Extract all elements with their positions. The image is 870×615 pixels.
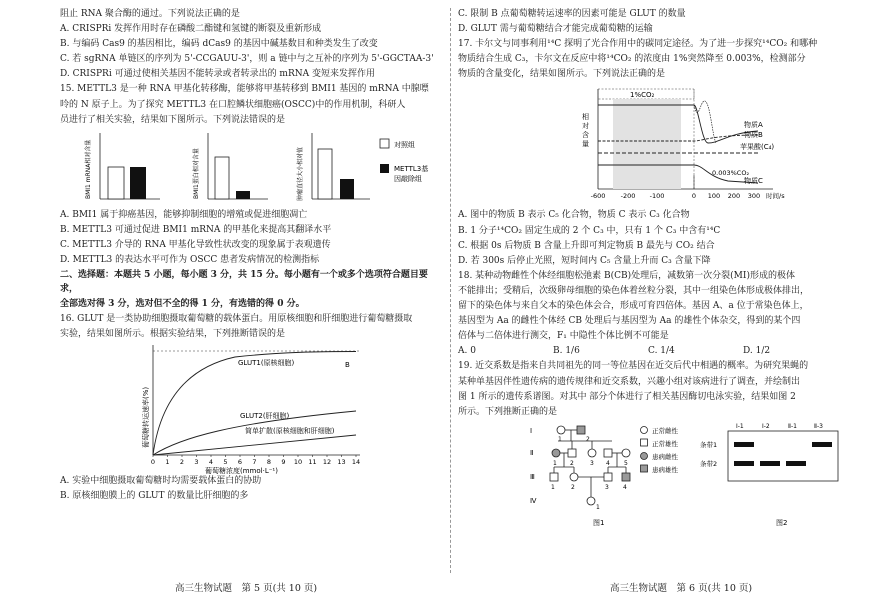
q15-stem-line: 员进行了相关实验，结果如下图所示。下列说法错误的是	[60, 114, 286, 125]
q14-option-a: A. CRISPRi 发挥作用时存在磷酸二酯键和氢键的断裂及重新形成	[60, 24, 322, 35]
q14-stem-tail: 阻止 RNA 聚合酶的通过。下列说法正确的是	[60, 9, 240, 19]
gel-lane-label: Ⅱ-1	[788, 422, 797, 430]
legend-knockout-swatch	[380, 164, 389, 173]
q16-x-ticks	[151, 455, 360, 466]
q19-stem-line: 所示。下列推断正确的是	[458, 406, 558, 417]
legend-affected-male-icon	[641, 465, 648, 472]
q17-xunit: 时间/s	[766, 192, 785, 201]
q16-stem-line: 16. GLUT 是一类协助细胞摄取葡萄糖的载体蛋白。用原核细胞和肝细胞进行葡萄糖摄取	[60, 313, 413, 324]
q16-x-tick: 14	[351, 458, 361, 466]
q16-option-d: D. GLUT 需与葡萄糖结合才能完成葡萄糖的运输	[458, 24, 653, 35]
gel-band-label: 条带1	[700, 440, 718, 449]
q17-xtick-5: 200	[727, 192, 741, 201]
pedigree-num: 4	[606, 459, 610, 467]
pedigree-num: 1	[551, 483, 555, 491]
q16-x-tick: 1	[165, 458, 170, 466]
q15-bar-charts	[60, 129, 445, 209]
section-2-header	[60, 269, 445, 311]
pedigree-num: 1	[596, 503, 600, 511]
gel-caption: 图2	[776, 518, 788, 527]
legend-knockout-label: METTL3基	[394, 164, 429, 173]
q18-stem-line: 18. 某种动物雌性个体经细胞松弛素 B(CB)处理后，减数第一次分裂(MⅠ)形成的极体	[458, 270, 795, 281]
q15-option-d: D. METTL3 的表达水平可作为 OSCC 患者发病情况的检测指标	[60, 255, 320, 266]
gel-band	[786, 461, 806, 466]
legend-normal-female-icon	[641, 426, 648, 433]
q18-options	[458, 345, 843, 359]
q17-curve-a-peak	[694, 101, 716, 143]
q15-option-a: A. BMI1 属于抑癌基因，能够抑制细胞的增殖或促进细胞凋亡	[60, 209, 308, 220]
q16-x-tick: 13	[337, 458, 346, 466]
gel-band-label: 条带2	[700, 459, 718, 468]
q16-curve3-label: 简单扩散(原核细胞和肝细胞)	[245, 427, 335, 435]
q17-options	[458, 209, 843, 268]
q15-option-c: C. METTL3 介导的 RNA 甲基化导致性状改变的现象属于表观遗传	[60, 239, 331, 250]
q16-option-a: A. 实验中细胞摄取葡萄糖时均需要载体蛋白的协助	[60, 476, 262, 486]
pedigree-num: 2	[586, 435, 590, 443]
q16-x-tick: 8	[266, 458, 272, 466]
pedigree-iii2	[570, 473, 578, 481]
pedigree-iii4	[622, 473, 630, 481]
q17-stem-line: 17. 卡尔文与同事利用¹⁴C 探明了光合作用中的碳同定途径。为了进一步探究¹⁴CO₂ 和哪种	[458, 39, 818, 50]
gel-band	[812, 442, 832, 447]
q16-x-tick: 4	[208, 458, 214, 466]
q17-option-d: D. 若 300s 后停止光照，短时间内 C₅ 含量上升而 C₃ 含量下降	[458, 255, 711, 266]
q17-shaded-region	[613, 99, 681, 189]
question-19	[458, 360, 843, 419]
column-divider	[450, 8, 451, 573]
pedigree-num: 2	[570, 459, 574, 467]
q15-stem-line: 15. METTL3 是一种 RNA 甲基化转移酶，能够将甲基转移到 BMI1 基因的 mRNA 中腺嘌	[60, 84, 429, 95]
q16-option-b: B. 原核细胞膜上的 GLUT 的数量比肝细胞的多	[60, 491, 249, 502]
q18-stem-line: 倍体与二倍体进行测交，F₁ 中隐性个体比例不可能是	[458, 331, 669, 342]
q17-option-a: A. 图中的物质 B 表示 C₅ 化合物，物质 C 表示 C₃ 化合物	[458, 210, 690, 221]
q18-stem-line: 基因型为 Aa 的雌性个体经 CB 处理后与基因型为 Aa 的雄性个体杂交，得到的某个四	[458, 316, 801, 327]
pedigree-ii1	[552, 449, 560, 457]
gen-label-4: Ⅳ	[530, 496, 537, 505]
legend-control-label: 对照组	[394, 140, 415, 149]
q17-xtick-4: 100	[707, 192, 721, 201]
pedigree-num: 3	[605, 483, 609, 491]
gel-frame	[728, 431, 838, 481]
legend-normal-male-icon	[641, 439, 648, 446]
q15-option-b: B. METTL3 可通过促进 BMI1 mRNA 的甲基化来提高其翻译水平	[60, 224, 332, 235]
pedigree-ii2	[568, 449, 576, 457]
q16-options-left	[60, 475, 445, 504]
legend-affected-male: 患病雄性	[652, 465, 678, 474]
q16-stem-line: 实验，结果如图所示。根据实验结果，下列推断错误的是	[60, 328, 286, 339]
q15-c2-control-bar	[215, 157, 229, 199]
pedigree-num: 1	[558, 435, 562, 443]
q18-option-b: B. 1/6	[553, 346, 580, 357]
q17-co2-chart	[458, 83, 843, 209]
pedigree-num: 5	[624, 459, 628, 467]
q19-stem-line: 19. 近交系数是指来自共同祖先的同一等位基因在近交后代中相遇的概率。为研究果蝇的	[458, 361, 809, 372]
q17-ylabel-1: 相	[582, 113, 589, 122]
gel-band	[734, 461, 754, 466]
q15-c2-knockout-bar	[236, 191, 250, 199]
q17-series-c: 物质C	[744, 177, 763, 186]
question-16	[60, 313, 445, 342]
q16-curve2-label: GLUT2(肝细胞)	[240, 412, 290, 420]
pedigree-iii3	[604, 473, 612, 481]
gel-band	[734, 442, 754, 447]
pedigree-iv1	[587, 497, 595, 505]
pedigree-num: 2	[571, 483, 575, 491]
q16-ylabel: 葡萄糖转运速率(%)	[142, 386, 150, 448]
gen-label-2: Ⅱ	[530, 448, 534, 457]
q17-stem-line: 物质结合生成 C₃，卡尔文在反应中将¹⁴CO₂ 的浓度由 1%突然降至 0.003%，检测部分	[458, 54, 806, 65]
q17-top-label: 1%CO₂	[630, 91, 655, 100]
q16-options-right	[458, 8, 843, 37]
q17-option-c: C. 根据 0s 后物质 B 含量上升即可判定物质 B 最先与 CO₂ 结合	[458, 240, 715, 251]
legend-normal-female: 正常雌性	[652, 426, 678, 435]
pedigree-num: 1	[553, 459, 557, 467]
q17-series-a: 物质A	[744, 121, 763, 130]
q18-option-d: D. 1/2	[743, 346, 771, 357]
page-footer-right: 高三生物试题 第 6 页(共 10 页)	[610, 583, 753, 594]
pedigree-caption: 图1	[593, 518, 605, 527]
pedigree-num: 3	[590, 459, 594, 467]
q17-xtick-3: 0	[691, 192, 697, 201]
q18-option-c: C. 1/4	[648, 346, 675, 357]
pedigree-ii3	[588, 449, 596, 457]
q15-stem-line: 呤的 N 原子上。为了探究 METTL3 在口腔鳞状细胞癌(OSCC)中的作用机制，科研人	[60, 99, 406, 110]
q18-option-a: A. 0	[458, 346, 476, 357]
gen-label-3: Ⅲ	[530, 472, 535, 481]
question-17	[458, 38, 843, 82]
pedigree-i2	[577, 426, 585, 434]
q17-ylabel-2: 对	[582, 122, 589, 131]
right-column	[458, 8, 843, 531]
q17-ylabel-3: 含	[582, 131, 589, 140]
q17-xtick-0: -600	[590, 192, 606, 201]
gel-band	[760, 461, 780, 466]
legend-knockout-label-2: 因敲除组	[394, 174, 422, 183]
q19-stem-line: 图 1 所示的遗传系谱图。对其中 部分个体进行了相关基因酶切电泳实验，结果如图 2	[458, 391, 796, 402]
q17-xtick-2: -100	[649, 192, 665, 201]
gel-lane-label: Ⅱ-3	[814, 422, 823, 430]
question-15	[60, 83, 445, 127]
q16-x-tick: 0	[150, 458, 156, 466]
q17-xtick-6: 300	[747, 192, 761, 201]
gen-label-1: Ⅰ	[530, 426, 533, 435]
q15-ylabel-1: BMI1 mRNA相对含量	[85, 139, 92, 199]
left-column	[60, 8, 445, 505]
legend-affected-female: 患病雌性	[652, 452, 678, 461]
q17-option-b: B. 1 分子¹⁴CO₂ 固定生成的 2 个 C₃ 中，只有 1 个 C₃ 中含有¹⁴C	[458, 225, 721, 236]
q15-c3-knockout-bar	[340, 179, 354, 199]
q16-x-tick: 5	[223, 458, 228, 466]
question-14-tail	[60, 8, 445, 82]
q17-bottom-label: 0.003%CO₂	[712, 169, 750, 178]
q16-x-tick: 7	[252, 458, 257, 466]
gel-lane-label: Ⅰ-1	[736, 422, 744, 430]
question-18	[458, 270, 843, 359]
q16-xlabel: 葡萄糖浓度(mmol·L⁻¹)	[205, 467, 278, 475]
q19-figures	[458, 421, 843, 531]
q17-series-b: 物质B	[744, 131, 763, 140]
pedigree-num: 4	[623, 483, 627, 491]
q16-curve-glut1	[153, 352, 356, 456]
q17-stem-line: 物质的含量变化，结果如图所示。下列说法正确的是	[458, 69, 666, 80]
q15-c3-control-bar	[318, 149, 332, 199]
legend-control-swatch	[380, 139, 389, 148]
legend-normal-male: 正常雄性	[652, 439, 678, 448]
q17-xtick-1: -200	[620, 192, 636, 201]
pedigree-ii4	[604, 449, 612, 457]
q14-option-c: C. 若 sgRNA 单链区的序列为 5'-CCGAUU-3'，则 a 链中与之互补的序列为 5'-GGCTAA-3'	[60, 54, 434, 65]
q15-c1-control-bar	[108, 167, 124, 199]
section-2-line: 全部选对得 3 分，选对但不全的得 1 分，有选错的得 0 分。	[60, 298, 305, 309]
q16-option-c: C. 限制 B 点葡萄糖转运速率的因素可能是 GLUT 的数量	[458, 9, 686, 19]
q14-option-b: B. 与编码 Cas9 的基因相比，编码 dCas9 的基因中碱基数目和种类发生了改变	[60, 39, 378, 50]
q16-x-tick: 9	[281, 458, 286, 466]
gel-lane-label: Ⅰ-2	[762, 422, 770, 430]
q17-ylabel-4: 量	[582, 140, 589, 149]
pedigree-iii1	[550, 473, 558, 481]
q16-x-tick: 12	[322, 458, 332, 466]
q16-curve1-label: GLUT1(原核细胞)	[238, 359, 295, 367]
q16-x-tick: 3	[194, 458, 199, 466]
q16-x-tick: 10	[293, 458, 303, 466]
q19-stem-line: 某种单基因伴性遗传病的遗传规律和近交系数，兴趣小组对该病进行了调查，并绘制出	[458, 376, 801, 387]
q15-ylabel-3: 肿瘤直径大小相对值	[297, 146, 304, 201]
page-footer-left: 高三生物试题 第 5 页(共 10 页)	[175, 583, 318, 594]
q18-stem-line: 留下的染色体与来自父本的染色体会合，形成可育四倍体。基因 A、a 位于常染色体上，	[458, 301, 809, 312]
q16-x-tick: 11	[308, 458, 317, 466]
pedigree-i1	[557, 426, 565, 434]
q16-x-tick: 2	[179, 458, 185, 466]
q16-curve-diffusion	[153, 435, 356, 455]
pedigree-ii5	[622, 449, 630, 457]
legend-affected-female-icon	[641, 452, 648, 459]
q18-stem-line: 不能排出；受精后，次级卵母细胞的染色体着丝粒分裂，其中一组染色体形成极体排出，	[458, 285, 810, 296]
q15-c1-knockout-bar	[130, 167, 146, 199]
q16-x-tick: 6	[237, 458, 243, 466]
q15-ylabel-2: BMI1蛋白相对含量	[193, 147, 200, 199]
q16-transport-chart	[60, 343, 445, 475]
q14-option-d: D. CRISPRi 可通过使相关基因不能转录或者转录出的 mRNA 变短来发挥作用	[60, 69, 375, 80]
q17-series-malate: 苹果酸(C₄)	[740, 143, 775, 152]
section-2-line: 二、选择题：本题共 5 小题，每小题 3 分，共 15 分。每小题有一个或多个选项符合题目要求，	[60, 270, 428, 294]
q16-point-b: B	[345, 361, 350, 369]
q15-options	[60, 209, 445, 268]
